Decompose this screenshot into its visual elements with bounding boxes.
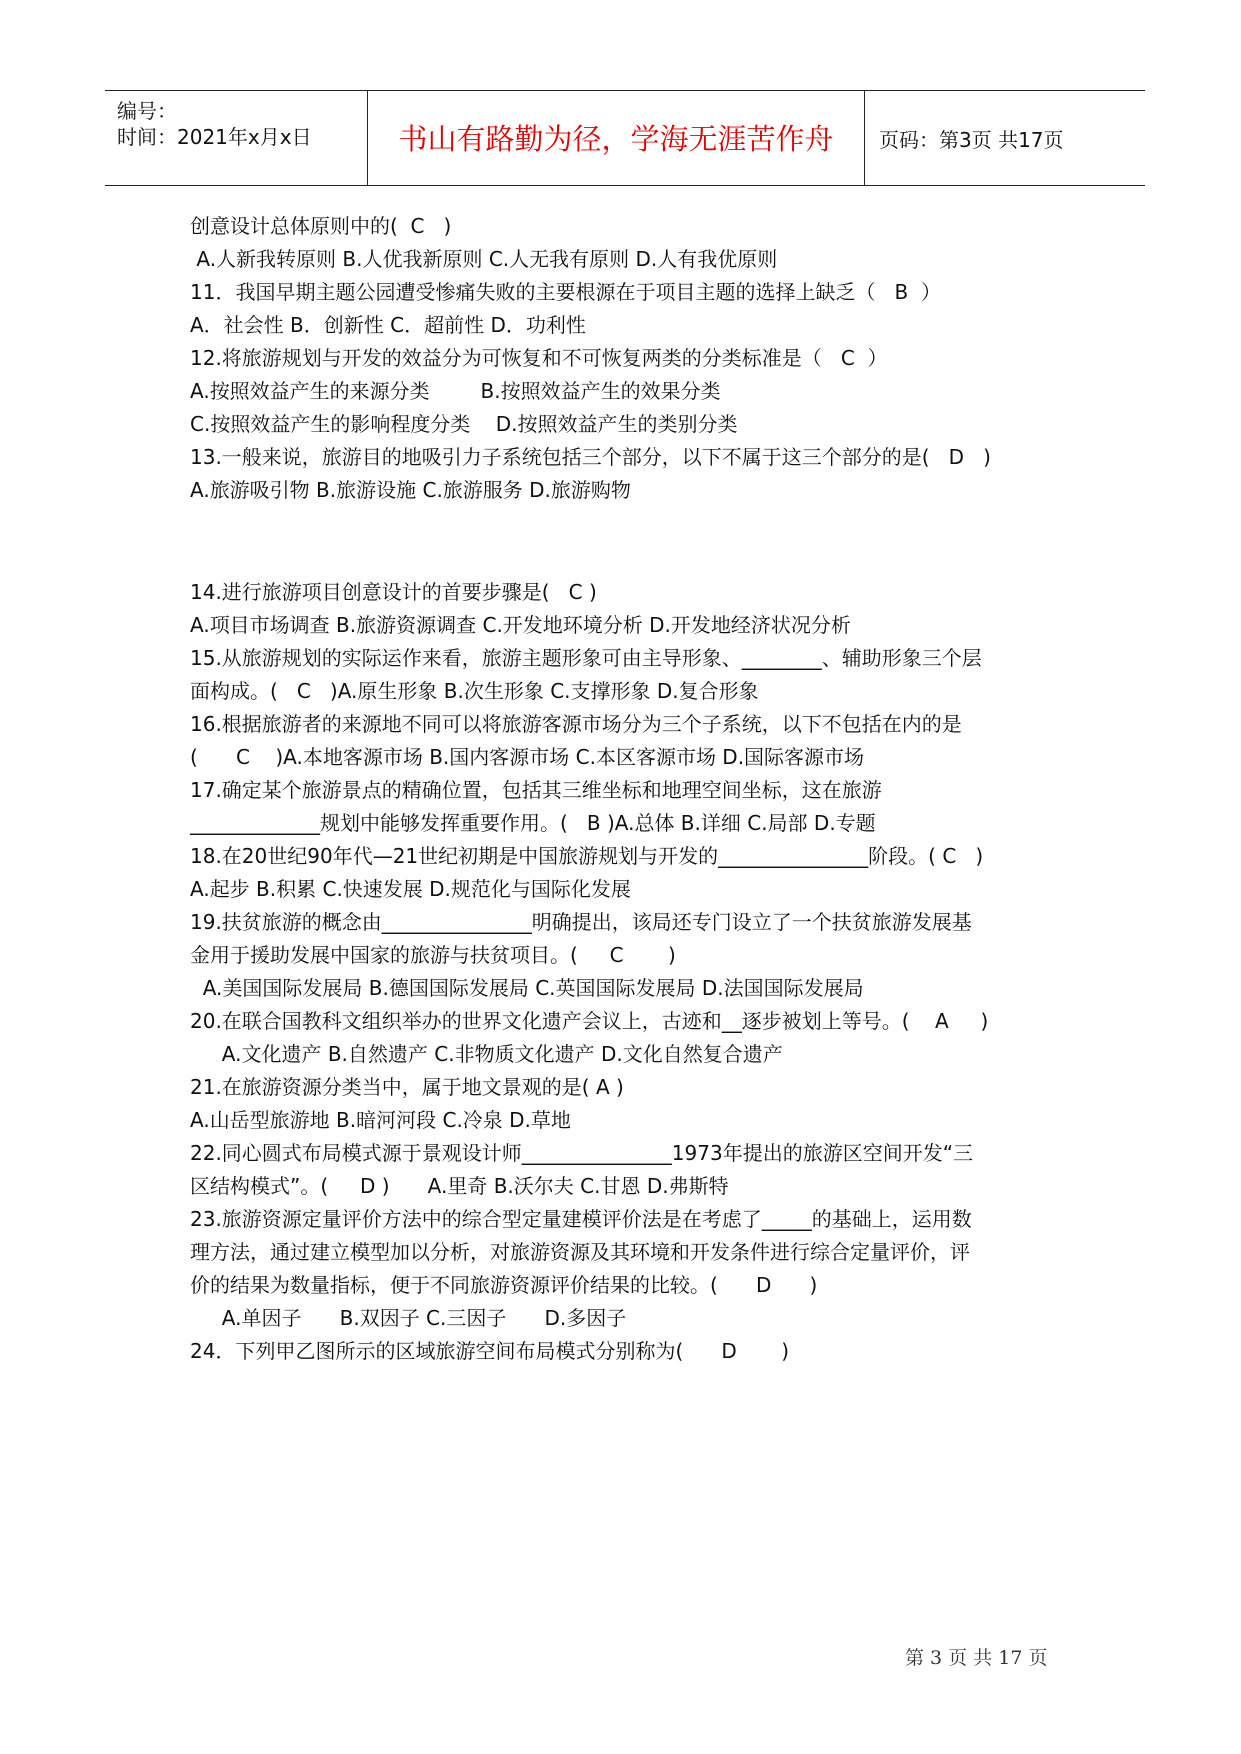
question-line: A.起步 B.积累 C.快速发展 D.规范化与国际化发展: [190, 877, 631, 901]
question-line: A．社会性 B．创新性 C．超前性 D．功利性: [190, 313, 586, 337]
header-page-cell: [865, 91, 1145, 185]
question-line: ( C )A.本地客源市场 B.国内客源市场 C.本区客源市场 D.国际客源市场: [190, 745, 865, 769]
question-line: 价的结果为数量指标，便于不同旅游资源评价结果的比较。( D ): [190, 1273, 818, 1297]
question-line: 14.进行旅游项目创意设计的首要步骤是( C ): [190, 580, 597, 604]
question-line: A.旅游吸引物 B.旅游设施 C.旅游服务 D.旅游购物: [190, 478, 631, 502]
page-footer: 第 3 页 共 17 页: [905, 1647, 1048, 1669]
question-line: 理方法，通过建立模型加以分析，对旅游资源及其环境和开发条件进行综合定量评价，评: [190, 1240, 970, 1264]
question-line: 20.在联合国教科文组织举办的世界文化遗产会议上，古迹和__逐步被划上等号。( A ): [190, 1009, 989, 1033]
question-line: C.按照效益产生的影响程度分类 D.按照效益产生的类别分类: [190, 412, 738, 436]
serial-number-label: 编号：: [117, 99, 177, 123]
question-line: 11．我国早期主题公园遭受惨痛失败的主要根源在于项目主题的选择上缺乏（ B ）: [190, 280, 941, 304]
question-line: _____________规划中能够发挥重要作用。( B )A.总体 B.详细 C.局部 D.专题: [190, 811, 876, 835]
question-line: 16.根据旅游者的来源地不同可以将旅游客源市场分为三个子系统，以下不包括在内的是: [190, 712, 962, 736]
question-line: 19.扶贫旅游的概念由_______________明确提出，该局还专门设立了一个扶贫旅游发展基: [190, 910, 972, 934]
question-line: 创意设计总体原则中的( C ): [190, 214, 452, 238]
question-line: A.按照效益产生的来源分类 B.按照效益产生的效果分类: [190, 379, 721, 403]
motto-text: 书山有路勤为径，学海无涯苦作舟: [398, 122, 834, 156]
question-line: A.文化遗产 B.自然遗产 C.非物质文化遗产 D.文化自然复合遗产: [190, 1042, 783, 1066]
header-info-cell: [105, 91, 368, 185]
question-line: 12.将旅游规划与开发的效益分为可恢复和不可恢复两类的分类标准是（ C ）: [190, 346, 888, 370]
question-line: A.单因子 B.双因子 C.三因子 D.多因子: [190, 1306, 627, 1330]
question-line: A.项目市场调查 B.旅游资源调查 C.开发地环境分析 D.开发地经济状况分析: [190, 613, 851, 637]
page-header: [105, 90, 1145, 186]
page-number-label: 页码：第3页 共17页: [879, 128, 1064, 152]
question-line: 区结构模式”。( D ) A.里奇 B.沃尔夫 C.甘恩 D.弗斯特: [190, 1174, 729, 1198]
question-line: 21.在旅游资源分类当中，属于地文景观的是( A ): [190, 1075, 624, 1099]
question-line: A.山岳型旅游地 B.暗河河段 C.冷泉 D.草地: [190, 1108, 571, 1132]
question-line: A.美国国际发展局 B.德国国际发展局 C.英国国际发展局 D.法国国际发展局: [190, 976, 864, 1000]
question-line: 23.旅游资源定量评价方法中的综合型定量建模评价法是在考虑了_____的基础上，运用数: [190, 1207, 972, 1231]
question-line: 22.同心圆式布局模式源于景观设计师_______________1973年提出的旅游区空间开发“三: [190, 1141, 974, 1165]
question-line: 15.从旅游规划的实际运作来看，旅游主题形象可由主导形象、________、辅助形象三个层: [190, 646, 982, 670]
question-line: 24．下列甲乙图所示的区域旅游空间布局模式分别称为( D ): [190, 1339, 790, 1363]
question-line: 17.确定某个旅游景点的精确位置，包括其三维坐标和地理空间坐标，这在旅游: [190, 778, 882, 802]
header-motto-cell: [368, 91, 865, 185]
question-line: 18.在20世纪90年代—21世纪初期是中国旅游规划与开发的_______________阶段。( C ): [190, 844, 984, 868]
question-line: A.人新我转原则 B.人优我新原则 C.人无我有原则 D.人有我优原则: [190, 247, 778, 271]
question-line: 面构成。( C )A.原生形象 B.次生形象 C.支撑形象 D.复合形象: [190, 679, 759, 703]
question-line: 13.一般来说，旅游目的地吸引力子系统包括三个部分，以下不属于这三个部分的是( D ): [190, 445, 991, 469]
date-label: 时间：2021年x月x日: [117, 125, 312, 149]
question-line: 金用于援助发展中国家的旅游与扶贫项目。( C ): [190, 943, 676, 967]
